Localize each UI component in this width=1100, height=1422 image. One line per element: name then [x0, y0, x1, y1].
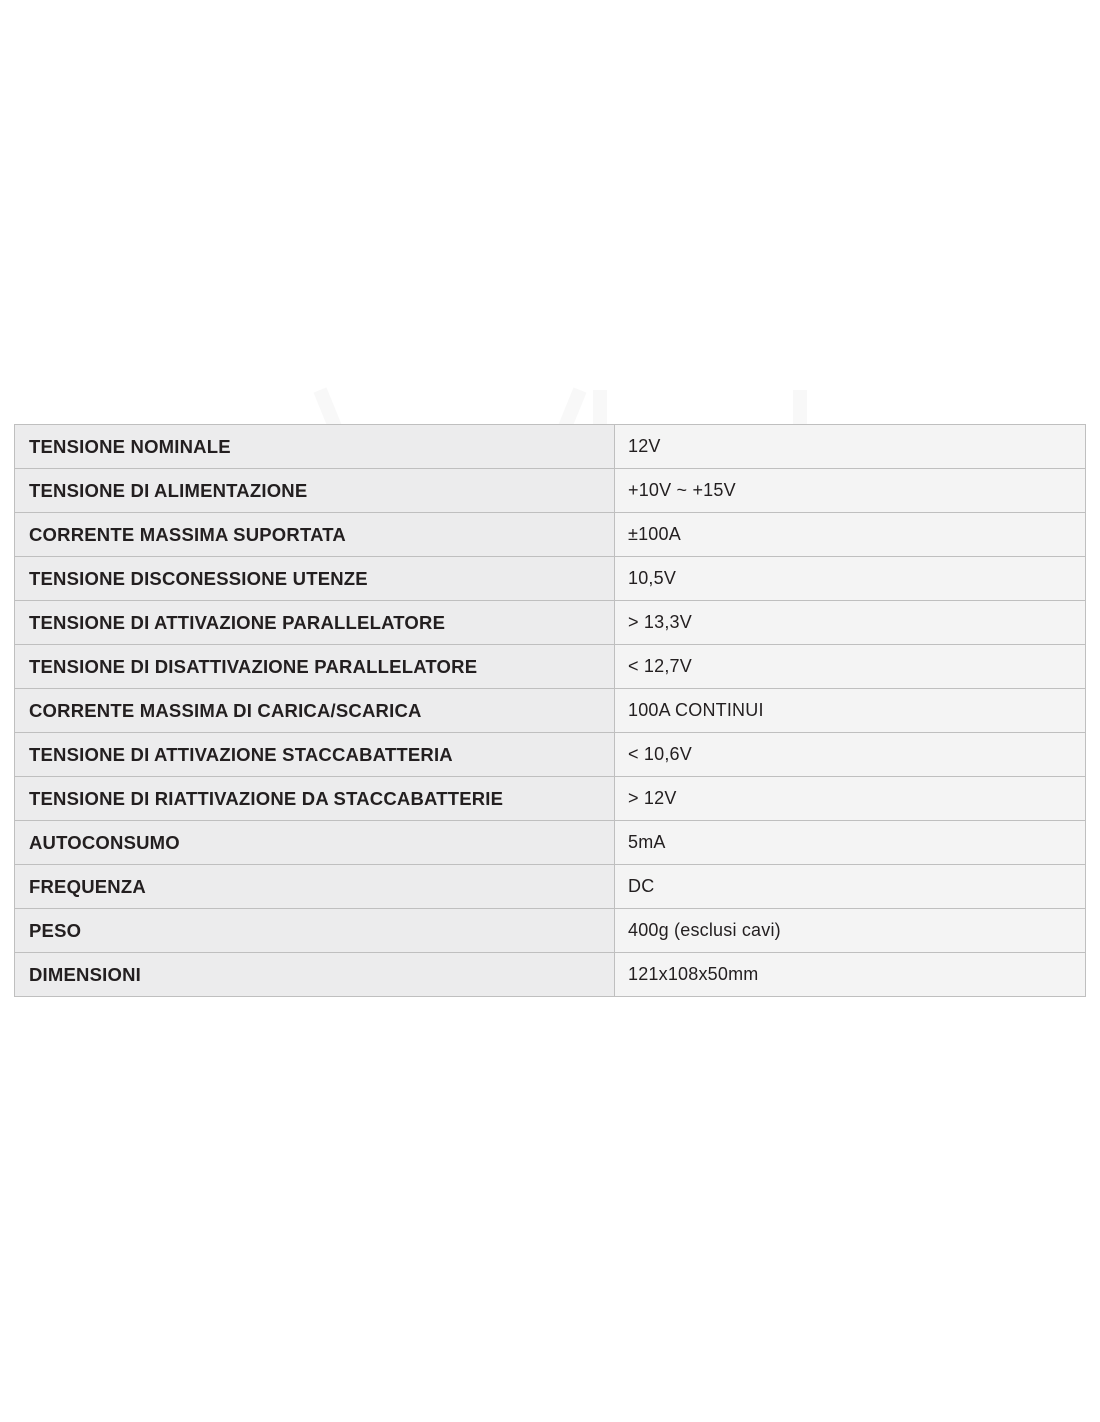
spec-label: TENSIONE DISCONESSIONE UTENZE — [15, 557, 615, 601]
spec-label: TENSIONE DI ATTIVAZIONE PARALLELATORE — [15, 601, 615, 645]
table-row — [15, 821, 1086, 865]
table-row — [15, 601, 1086, 645]
spec-label: TENSIONE DI DISATTIVAZIONE PARALLELATORE — [15, 645, 615, 689]
spec-value: < 10,6V — [615, 733, 1086, 777]
spec-value: < 12,7V — [615, 645, 1086, 689]
spec-value: +10V ~ +15V — [615, 469, 1086, 513]
table-row — [15, 557, 1086, 601]
spec-label: FREQUENZA — [15, 865, 615, 909]
spec-label: TENSIONE DI RIATTIVAZIONE DA STACCABATTERIE — [15, 777, 615, 821]
table-row — [15, 645, 1086, 689]
table-row — [15, 733, 1086, 777]
table-row — [15, 689, 1086, 733]
spec-value: 10,5V — [615, 557, 1086, 601]
spec-label: TENSIONE NOMINALE — [15, 425, 615, 469]
table-row — [15, 865, 1086, 909]
spec-label: TENSIONE DI ALIMENTAZIONE — [15, 469, 615, 513]
table-row — [15, 777, 1086, 821]
spec-label: PESO — [15, 909, 615, 953]
spec-label: TENSIONE DI ATTIVAZIONE STACCABATTERIA — [15, 733, 615, 777]
spec-value: 121x108x50mm — [615, 953, 1086, 997]
table-row — [15, 425, 1086, 469]
specifications-section — [14, 424, 1086, 997]
specifications-table-body — [15, 425, 1086, 997]
table-row — [15, 513, 1086, 557]
spec-label: CORRENTE MASSIMA DI CARICA/SCARICA — [15, 689, 615, 733]
table-row — [15, 909, 1086, 953]
spec-label: CORRENTE MASSIMA SUPORTATA — [15, 513, 615, 557]
spec-value: > 12V — [615, 777, 1086, 821]
spec-value: ±100A — [615, 513, 1086, 557]
spec-value: 100A CONTINUI — [615, 689, 1086, 733]
spec-value: 12V — [615, 425, 1086, 469]
spec-value: 5mA — [615, 821, 1086, 865]
specifications-table — [14, 424, 1086, 997]
table-row — [15, 469, 1086, 513]
spec-label: AUTOCONSUMO — [15, 821, 615, 865]
table-row — [15, 953, 1086, 997]
spec-value: DC — [615, 865, 1086, 909]
spec-value: > 13,3V — [615, 601, 1086, 645]
spec-label: DIMENSIONI — [15, 953, 615, 997]
spec-value: 400g (esclusi cavi) — [615, 909, 1086, 953]
